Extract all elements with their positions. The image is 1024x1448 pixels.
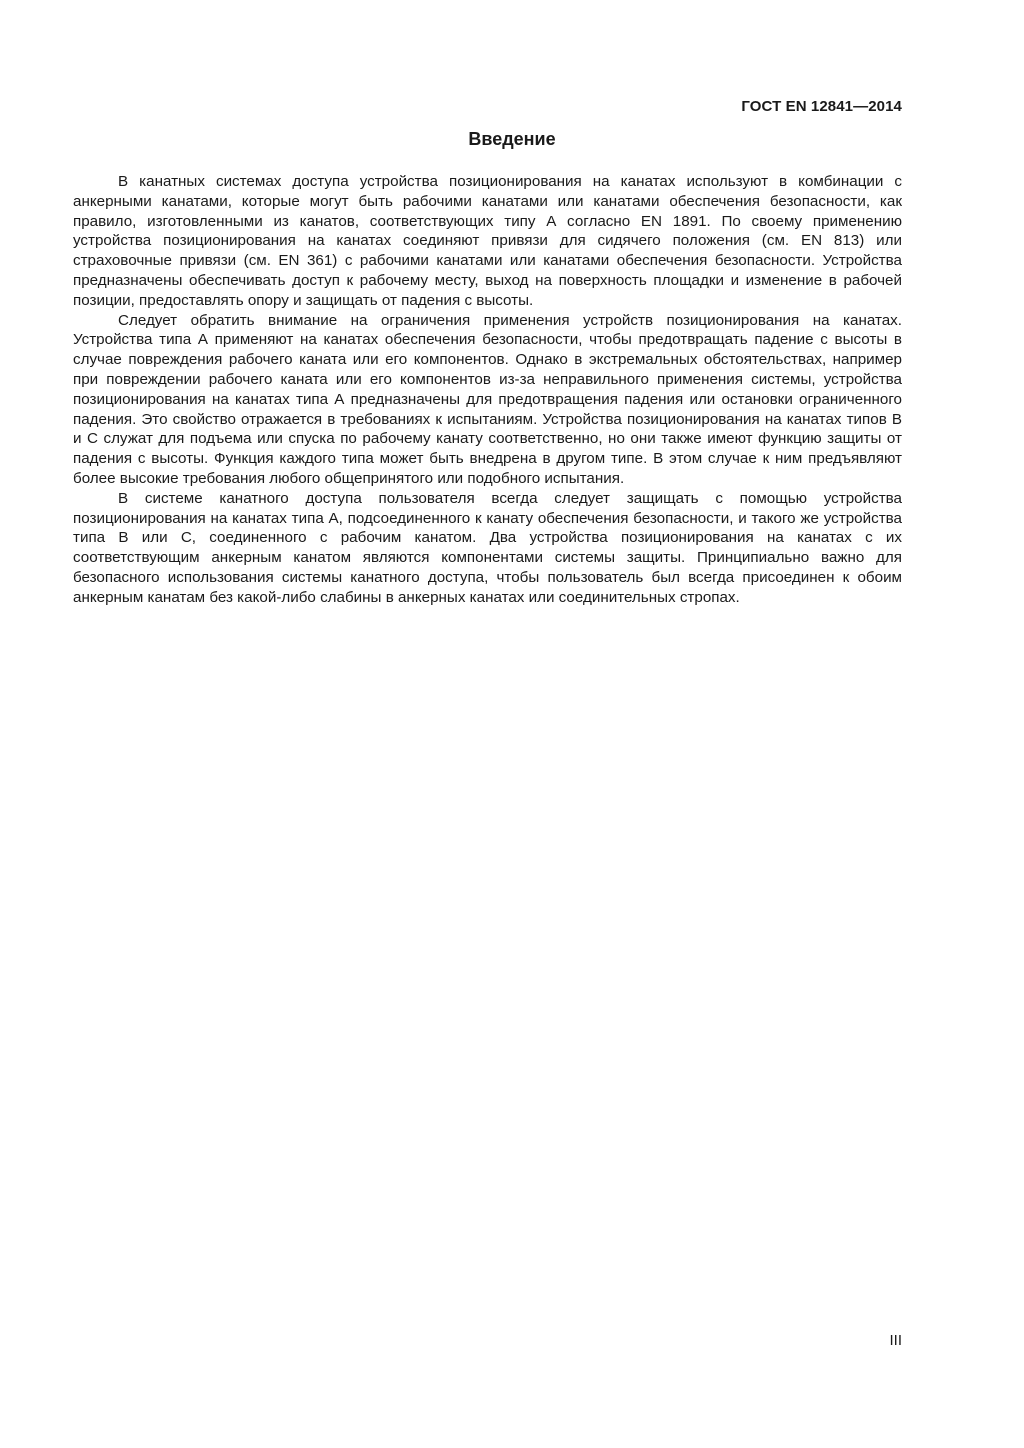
page-title: Введение: [468, 129, 556, 149]
paragraph-1: В канатных системах доступа устройства позиционирования на канатах используют в комбинации с анкерными канатами, которые могут быть рабочими канатами или канатами обеспечения безопасности, как правило, изготовленными из канатов, соответствующих типу А согласно EN 1891. По своему применению устройства позиционирования на канатах соединяют привязи для сидячего положения (см. EN 813) или страховочные привязи (см. EN 361) с рабочими канатами или канатами обеспечения безопасности. Устройства предназначены обеспечивать доступ к рабочему месту, выход на поверхность площадки и изменение в рабочей позиции, предоставлять опору и защищать от падения с высоты.: [73, 173, 902, 309]
introduction-body: [73, 172, 902, 608]
paragraph-2: Следует обратить внимание на ограничения применения устройств позиционирования на канатах. Устройства типа А применяют на канатах обеспечения безопасности, чтобы предотвращать падение с высоты в случае повреждения рабочего каната или его компонентов. Однако в экстремальных обстоятельствах, например при повреждении рабочего каната или его компонентов из-за неправильного применения системы, устройства позиционирования на канатах типа А предназначены для предотвращения падения или остановки ограниченного падения. Это свойство отражается в требованиях к испытаниям. Устройства позиционирования на канатах типов В и С служат для подъема или спуска по рабочему канату соответственно, но они также имеют функцию защиты от падения с высоты. Функция каждого типа может быть внедрена в другом типе. В этом случае к ним предъявляют более высокие требования любого общепринятого или подобного испытания.: [73, 311, 902, 487]
paragraph-3: В системе канатного доступа пользователя всегда следует защищать с помощью устройства позиционирования на канатах типа А, подсоединенного к канату обеспечения безопасности, и такого же устройства типа В или С, соединенного с рабочим канатом. Два устройства позиционирования на канатах с их соответствующим анкерным канатом являются компонентами системы защиты. Принципиально важно для безопасного использования системы канатного доступа, чтобы пользователь был всегда присоединен к обоим анкерным канатам без какой-либо слабины в анкерных канатах или соединительных стропах.: [73, 489, 902, 606]
page-number: III: [889, 1332, 902, 1349]
standard-code: ГОСТ EN 12841—2014: [741, 98, 902, 115]
